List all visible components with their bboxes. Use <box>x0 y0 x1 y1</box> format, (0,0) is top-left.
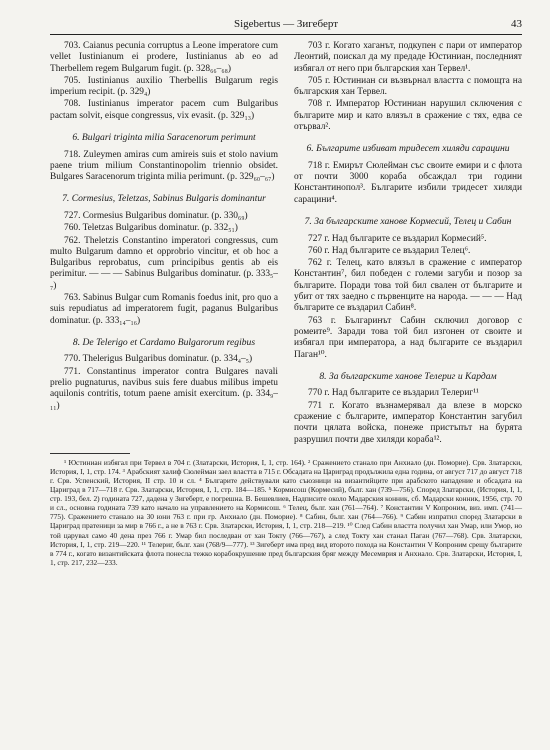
bulgarian-entry-770: 770 г. Над българите се въздарил Телериг¹¹ <box>308 388 479 399</box>
bulgarian-section-7-heading: 7. За българските ханове Кормесий, Телец и Сабин <box>304 216 512 228</box>
bulgarian-entry-771: 771 г. Когато възнамерявал да влезе в морско сражение с българите, император Константин загубил почти цялата войска, понеже пристъпът на бурята разрушил почти две хиляди кораба¹². <box>294 400 522 445</box>
bulgarian-entry-705: 705 г. Юстиниан си възвърнал властта с помощта на българския хан Тервел. <box>294 75 522 98</box>
running-header <box>50 18 522 35</box>
bulgarian-section-6-heading: 6. Българите избиват тридесет хиляди сарацини <box>306 143 510 155</box>
footnote-divider <box>50 453 130 454</box>
two-column-body <box>50 41 522 447</box>
footnotes <box>50 458 522 567</box>
bulgarian-entry-708: 708 г. Император Юстиниан нарушил сключения с българите мир и като влязъл в сражение с тях, едва се отървал². <box>294 99 522 133</box>
footnote-text: ¹ Юстиниан избягал при Тервел в 704 г. (Златарски, История, I, 1, стр. 164). ² Сражението станало при Анхиало (дн. Поморие). Срв. Златарски, История, I, 1, стр. 174. ³ Арабският халиф Сюлейман заел властта в 715 г. Обсадата на Цариград продължила една година, от август 717 до август 718 г. Срв. Успенский, История, II стр. 10 и сл. ⁴ Българите действували като съюзници на византийците при арабското нападение и обсадата на Цариград в 717—718 г. Срв. Златарски, История, I, 1, стр. 184—185. ⁵ Кормисош (Кормесий), бълг. хан (739—756). Според Златарски, (История, I, 1, стр. 193, бел. 2) годината 727, дадена у Зигеберт, е погрешна. В. Бешевлиев, Надписите около Мадарския конник, сб. Мадарски конник, 1956, стр. 70 и сл., основна годината 739 като начало на управлението на Кормисош. ⁶ Телец, бълг. хан (761—764). ⁷ Константин V Копроним, виз. имп. (741—775). Сражението станало на 30 юни 763 г. при гр. Анхиало (дн. Поморие). ⁸ Сабин, бълг. хан (764—766). ⁹ Сабин изпратил според Златарски в Цариград пратеници за мир в 766 г., а не в 763 г. Срв. Златарски, История, I, 1, стр. 218—219. ¹⁰ След Сабин властта получил хан Умар, или Умор, но той царувал само 40 дена през 766 г. Умар бил последван от хан Токту (766—767), а след Токту хан станал Паган (767—768). Срв. Златарски, История, I, 1, стр. 219—220. ¹¹ Телериг, бълг. хан (768/9—777). ¹³ Зигеберт има пред вид второто похода на Константин V Копроним срещу българите в 774 г., когато византийската флота понесла тежко корабокрушение пред българския бряг между Месемврия и Анхиало. Срв. Златарски, История, I, 1, стр. 217, 232—233. <box>50 457 522 567</box>
latin-entry-771: 771. Constantinus imperator contra Bulgares navali prelio pugnaturus, navibus suis fere duabus milibus impetu aquilonis contritis, totum paene amisit exercitum. (p. 334₉–₁₁) <box>50 366 278 411</box>
latin-section-6-heading: 6. Bulgari triginta milia Saracenorum perimunt <box>72 132 256 144</box>
latin-entry-703: 703. Caianus pecunia corruptus a Leone imperatore cum vellet Iustinianum ei prodere, Iustinianus ab eo ad Therbellem regem Bulgarum fugit. (p. 328₆₆–₆₈) <box>50 41 278 74</box>
running-title: Sigebertus — Зигеберт <box>233 18 339 30</box>
latin-entry-770: 770. Thelerigus Bulgaribus dominatur. (p. 334₄–₅) <box>64 354 253 365</box>
latin-entry-760: 760. Teletzas Bulgaribus dominatur. (p. 332₅₁) <box>64 223 238 234</box>
latin-section-7-heading: 7. Cormesius, Teletzas, Sabinus Bulgaris dominantur <box>62 193 266 205</box>
page-number: 43 <box>511 18 522 30</box>
latin-entry-762: 762. Theletzis Constantino imperatori congressus, cum multo Bulgarum damno et opprobrio vincitur, et ob hoc a Bulgaribus reprobatus, cum principibus gentis ab eis perimitur. — — — Sabinus Bulgaribus dominatur. (p. 333₅–₇) <box>50 235 278 291</box>
latin-column <box>50 41 278 447</box>
latin-section-8-heading: 8. De Telerigo et Cardamo Bulgarorum regibus <box>72 336 256 348</box>
latin-entry-718: 718. Zuleymen amiras cum amireis suis et stolo navium paene trium milium Constantinopolim triennio obsidet. Bulgares Saracenorum triginta milia perimunt. (p. 329₆₀–₆₇) <box>50 149 278 183</box>
bulgarian-entry-718: 718 г. Емирът Сюлейман със своите емири и с флота от почти 3000 кораба обсаждал три години Константинопол³. Българите избили тридесет хиляди сарацини⁴. <box>294 160 522 205</box>
latin-entry-705: 705. Iustinianus auxilio Therbellis Bulgarum regis imperium recipit. (p. 329₄) <box>50 75 278 98</box>
bulgarian-entry-762: 762 г. Телец, като влязъл в сражение с император Константин⁷, бил победен с големи загуби и позор за българите. Поради това той бил свален от българите и убит от тях заедно с първенците на народа. — — — Над българите се въздарил Сабин⁸. <box>294 258 522 314</box>
latin-entry-763: 763. Sabinus Bulgar cum Romanis foedus init, pro quo a suis repudiatus ad imperatorem fugit, paganus Bulgaribus dominatur. (p. 333₁₄–₁₆) <box>50 293 278 326</box>
bulgarian-entry-760: 760 г. Над българите се въздарил Телец⁶. <box>308 245 471 256</box>
bulgarian-column <box>294 41 522 447</box>
latin-entry-708: 708. Iustinianus imperator pacem cum Bulgaribus pactam solvit, eisque congressus, vix evasit. (p. 329₁₃) <box>50 99 278 121</box>
bulgarian-section-8-heading: 8. За българските ханове Телериг и Кардам <box>319 370 497 382</box>
latin-entry-727: 727. Cormesius Bulgaribus dominatur. (p. 330₆₉) <box>64 210 248 221</box>
bulgarian-entry-703: 703 г. Когато хаганът, подкупен с пари от император Леонтий, поискал да му предаде Юстиниан, последният избягал от него при българския хан Тервел¹. <box>294 41 522 74</box>
bulgarian-entry-763: 763 г. Българинът Сабин сключил договор с ромеите⁹. Заради това той бил изгонен от своите и избягал при императора, а над българите се въздарил Паган¹⁰. <box>294 315 522 360</box>
bulgarian-entry-727: 727 г. Над българите се въздарил Кормесий⁵. <box>308 233 487 244</box>
